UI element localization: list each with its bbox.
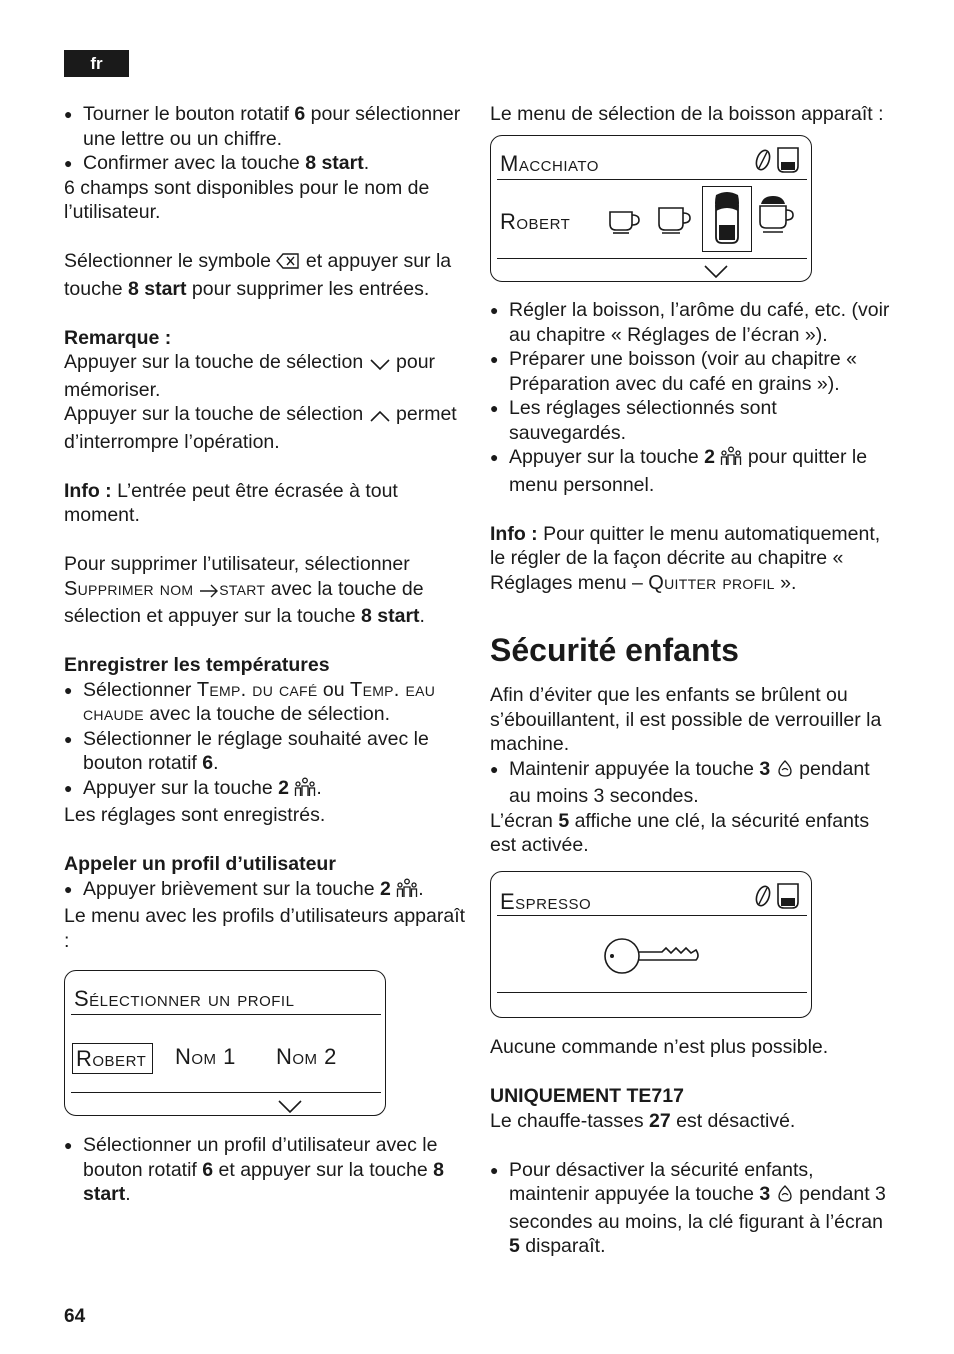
steam-key-icon (776, 1183, 794, 1210)
profile-display-title: Sélectionner un profil (74, 986, 295, 1011)
info-note: Info : L’entrée peut être écrasée à tout moment. (64, 479, 398, 526)
profile-users-icon (720, 446, 742, 473)
chevron-down-icon (369, 353, 391, 378)
bullet-temp-select: ● Sélectionner Temp. du café ou Temp. eau chaude avec la touche de sélection. (64, 678, 468, 727)
temp-saved-text: Les réglages sont enregistrés. (64, 804, 326, 826)
cappuccino-cup-icon (757, 194, 797, 243)
remarque-line2: Appuyer sur la touche de sélection permet d’interrompre l’opération. (64, 403, 457, 453)
remarque-title: Remarque : (64, 326, 172, 349)
temperature-heading: Enregistrer les températures (64, 654, 330, 676)
bullet-rotate: ● Tourner le bouton rotatif 6 pour sélectionner une lettre ou un chiffre. (64, 102, 468, 151)
chevron-down-icon (277, 1097, 303, 1122)
backspace-icon (276, 252, 300, 277)
profile-heading: Appeler un profil d’utilisateur (64, 853, 336, 875)
drink-display (490, 135, 812, 282)
left-column (64, 102, 468, 953)
section-heading: Sécurité enfants (490, 632, 739, 668)
chevron-up-icon (369, 405, 391, 430)
delete-user-text: Pour supprimer l’utilisateur, sélectionner Supprimer nom start avec la touche de sélection et appuyer sur la touche 8 start. (64, 553, 425, 627)
bullet-adjust-drink: ● Régler la boisson, l’arôme du café, etc. (voir au chapitre « Réglages de l’écran »). (490, 298, 894, 347)
profile-option-nom1: Nom 1 (175, 1044, 236, 1069)
profile-users-icon (294, 777, 316, 804)
latte-glass-icon (712, 191, 742, 254)
bullet-hold-key: ● Maintenir appuyée la touche 3 pendant au moins 3 secondes. (490, 757, 894, 809)
bullet-select-profile: ● Sélectionner un profil d’utilisateur avec le bouton rotatif 6 et appuyer sur la touche 8 start. (64, 1133, 468, 1207)
chevron-down-icon (703, 262, 729, 287)
fields-note: 6 champs sont disponibles pour le nom de l’utilisateur. (64, 176, 430, 223)
page-number: 64 (64, 1306, 86, 1327)
profile-display (64, 970, 386, 1116)
steam-key-icon (776, 758, 794, 785)
drink-menu-intro: Le menu de sélection de la boisson apparaît : (490, 103, 884, 125)
screen-key-text: L’écran 5 affiche une clé, la sécurité enfants est activée. (490, 809, 870, 856)
bullet-profile-press: ● Appuyer brièvement sur la touche 2 . (64, 877, 468, 905)
child-lock-intro: Afin d’éviter que les enfants se brûlent ou s’ébouillantent, il est possible de verrouiller la machine. (490, 684, 882, 755)
drink-display-title: Macchiato (500, 151, 599, 176)
profile-option-nom2: Nom 2 (276, 1044, 337, 1069)
info-auto-quit: Info : Pour quitter le menu automatiquement, le régler de la façon décrite au chapitre « Réglages menu – Quitter profil ». (490, 522, 881, 594)
bullet-temp-save: ● Appuyer sur la touche 2 . (64, 776, 468, 804)
cup-warmer-text: Le chauffe-tasses 27 est désactivé. (490, 1109, 796, 1132)
model-heading: UNIQUEMENT TE717 (490, 1085, 684, 1107)
cup-medium-icon (657, 206, 693, 243)
no-command-text: Aucune commande n’est plus possible. (490, 1036, 829, 1058)
profile-users-icon (396, 878, 418, 905)
language-tag: fr (64, 50, 129, 77)
lock-display-title: Espresso (500, 889, 592, 914)
right-column-middle (490, 298, 894, 858)
profile-option-robert: Robert (72, 1043, 153, 1074)
bullet-temp-adjust: ● Sélectionner le réglage souhaité avec le bouton rotatif 6. (64, 727, 468, 776)
remarque-line1: Appuyer sur la touche de sélection pour mémoriser. (64, 351, 436, 401)
bullet-settings-saved: ● Les réglages sélectionnés sont sauvegardés. (490, 396, 894, 445)
cup-small-icon (608, 208, 642, 243)
selected-drink-box (702, 186, 752, 252)
bullet-quit-menu: ● Appuyer sur la touche 2 pour quitter le menu personnel. (490, 445, 894, 497)
drink-display-user: Robert (500, 209, 571, 234)
bullet-disable-lock: ● Pour désactiver la sécurité enfants, maintenir appuyée la touche 3 pendant 3 secondes au moins, la clé figurant à l’écran 5 disparaît. (490, 1158, 894, 1259)
bullet-prepare-drink: ● Préparer une boisson (voir au chapitre « Préparation avec du café en grains »). (490, 347, 894, 396)
lock-display (490, 871, 812, 1018)
delete-symbol-text: Sélectionner le symbole et appuyer sur la touche 8 start pour supprimer les entrées. (64, 250, 452, 300)
profile-menu-text: Le menu avec les profils d’utilisateurs apparaît : (64, 905, 466, 952)
left-column-bottom (64, 1133, 468, 1207)
bullet-confirm: ● Confirmer avec la touche 8 start. (64, 151, 468, 176)
key-icon (602, 934, 702, 985)
right-column-bottom (490, 1035, 894, 1259)
arrow-right-icon (199, 580, 219, 605)
right-column-top (490, 102, 894, 127)
